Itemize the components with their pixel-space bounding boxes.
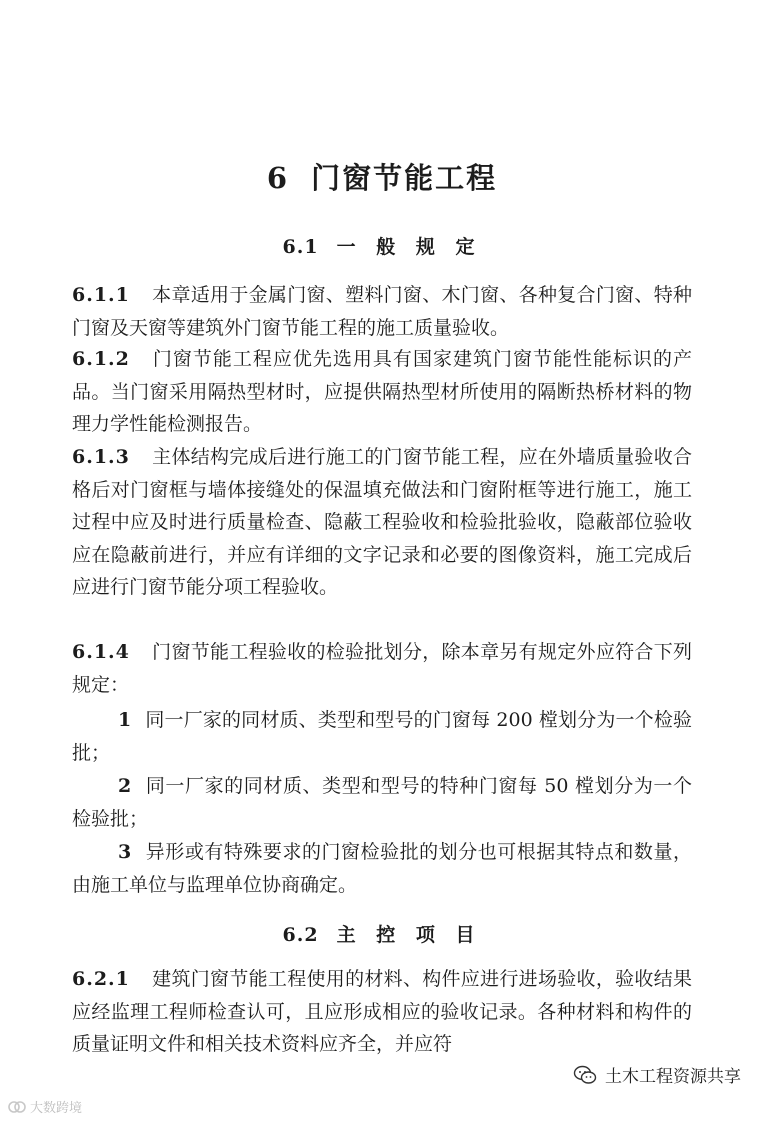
clause-text: 门窗节能工程应优先选用具有国家建筑门窗节能性能标识的产品。当门窗采用隔热型材时，应提供隔热型材所使用的隔断热桥材料的物理力学性能检测报告。 — [72, 348, 692, 435]
list-item-text: 同一厂家的同材质、类型和型号的特种门窗每 50 樘划分为一个检验批； — [72, 775, 692, 830]
chapter-title-text: 门窗节能工程 — [311, 161, 498, 195]
watermark-left — [8, 1097, 82, 1116]
clause-number: 6.1.1 — [72, 284, 130, 306]
clause-text: 建筑门窗节能工程使用的材料、构件应进行进场验收，验收结果应经监理工程师检查认可，且应形成相应的验收记录。各种材料和构件的质量证明文件和相关技术资料应齐全，并应符 — [72, 968, 692, 1055]
brand-logo-icon — [8, 1100, 26, 1114]
section-title-text: 一 般 规 定 — [336, 236, 482, 258]
list-item-text: 异形或有特殊要求的门窗检验批的划分也可根据其特点和数量，由施工单位与监理单位协商确定。 — [72, 841, 692, 896]
clause-6-1-4 — [72, 636, 692, 701]
list-item-1 — [72, 704, 692, 769]
clause-6-1-3 — [72, 441, 692, 604]
clause-number: 6.2.1 — [72, 968, 130, 990]
clause-text: 门窗节能工程验收的检验批划分，除本章另有规定外应符合下列规定： — [72, 641, 692, 696]
clause-number: 6.1.4 — [72, 641, 130, 663]
list-item-text: 同一厂家的同材质、类型和型号的门窗每 200 樘划分为一个检验批； — [72, 709, 692, 764]
clause-number: 6.1.3 — [72, 446, 130, 468]
section-number: 6.2 — [282, 924, 319, 946]
clause-text: 本章适用于金属门窗、塑料门窗、木门窗、各种复合门窗、特种门窗及天窗等建筑外门窗节能工程的施工质量验收。 — [72, 284, 692, 339]
list-item-number: 3 — [118, 841, 132, 863]
section-heading-6-2 — [72, 920, 692, 947]
section-number: 6.1 — [282, 236, 319, 258]
wechat-icon — [573, 1064, 597, 1086]
list-item-2 — [72, 770, 692, 835]
watermark-right — [569, 1060, 745, 1089]
clause-6-1-1 — [72, 279, 692, 344]
watermark-left-text: 大数跨境 — [30, 1101, 83, 1116]
list-item-number: 2 — [118, 775, 132, 797]
watermark-right-text: 土木工程资源共享 — [605, 1067, 741, 1087]
clause-number: 6.1.2 — [72, 348, 130, 370]
clause-6-2-1 — [72, 963, 692, 1061]
chapter-title — [72, 156, 692, 197]
list-item-3 — [72, 836, 692, 901]
section-heading-6-1 — [72, 232, 692, 259]
document-page — [72, 0, 692, 1122]
clause-text: 主体结构完成后进行施工的门窗节能工程，应在外墙质量验收合格后对门窗框与墙体接缝处的保温填充做法和门窗附框等进行施工，施工过程中应及时进行质量检查、隐蔽工程验收和检验批验收，隐蔽部位验收应在隐蔽前进行，并应有详细的文字记录和必要的图像资料，施工完成后应进行门窗节能分项工程验收。 — [72, 446, 692, 598]
chapter-number: 6 — [266, 161, 290, 195]
clause-6-1-2 — [72, 343, 692, 441]
section-title-text: 主 控 项 目 — [336, 924, 482, 946]
list-item-number: 1 — [118, 709, 132, 731]
